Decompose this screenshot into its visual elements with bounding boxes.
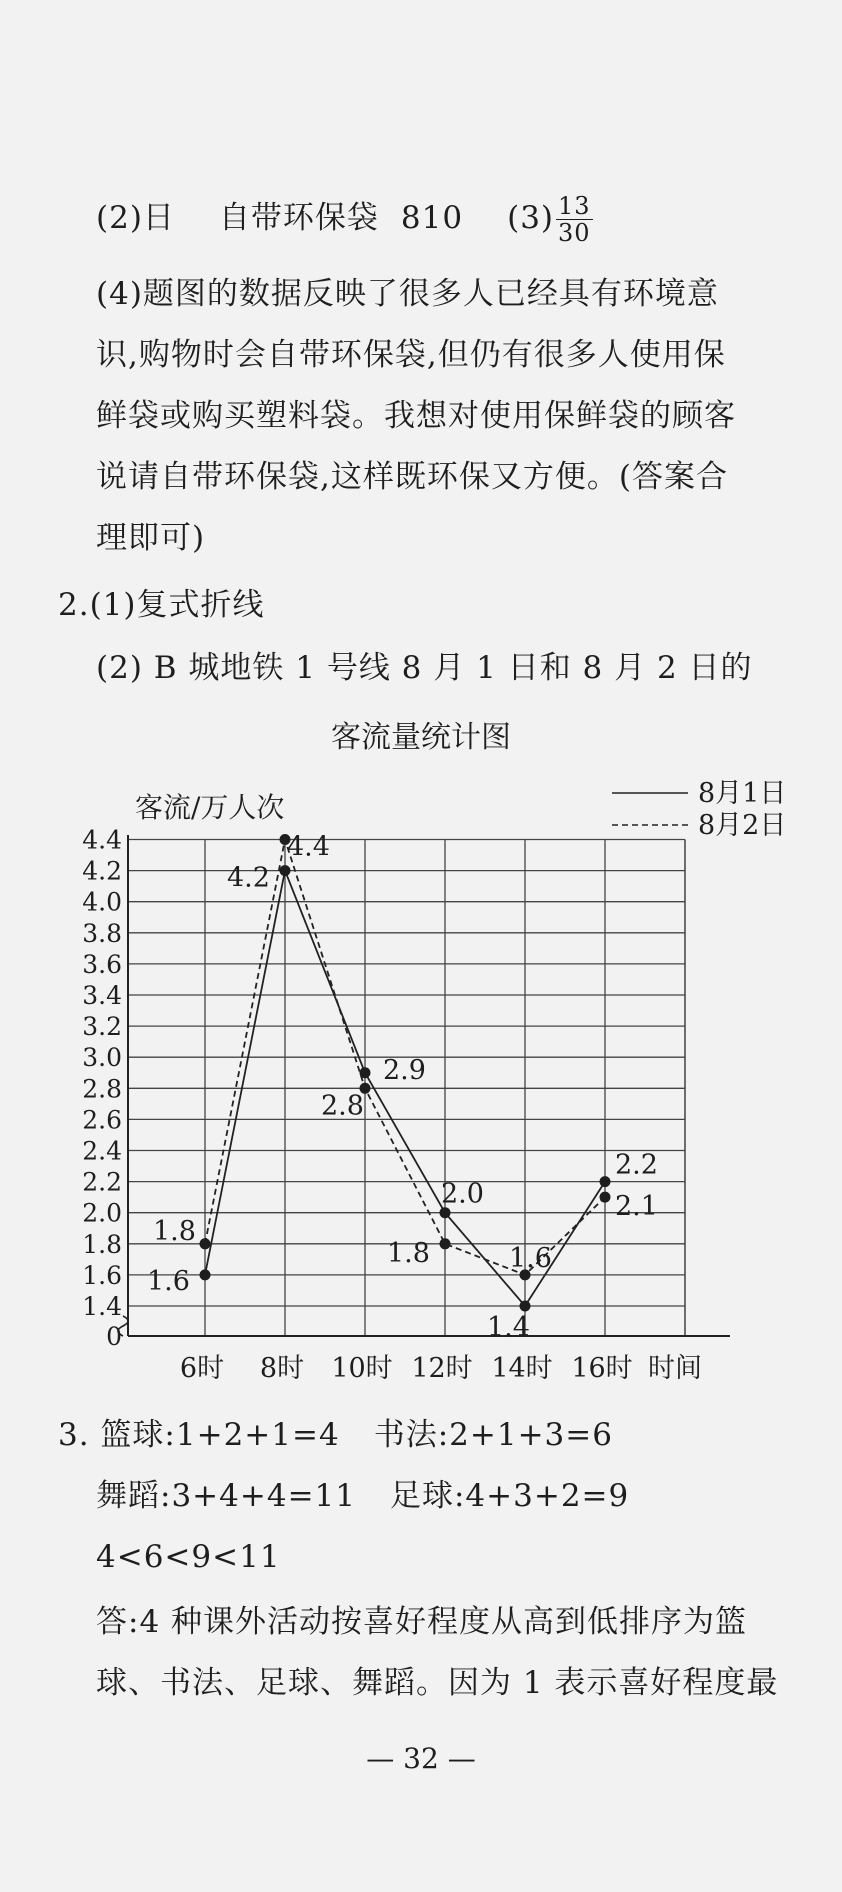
data-point: [200, 1269, 211, 1280]
page-number: — 32 —: [366, 1742, 476, 1775]
section3-line-3: 4<6<9<11: [96, 1539, 281, 1575]
y-tick-label: 4.0: [82, 887, 122, 917]
x-tick-label: 16时: [571, 1353, 633, 1384]
answer-line-part2: [96, 193, 593, 246]
data-label: 1.8: [153, 1215, 196, 1247]
section3-answer-line-2: 球、书法、足球、舞蹈。因为 1 表示喜好程度最: [96, 1665, 779, 1701]
y-tick-label: 2.8: [82, 1074, 122, 1104]
part2-label: (2)日: [96, 200, 175, 236]
x-tick-label: 10时: [331, 1353, 393, 1384]
data-point: [200, 1238, 211, 1249]
x-tick-label: 12时: [411, 1353, 473, 1384]
data-point: [600, 1176, 611, 1187]
legend-label-1: 8月1日: [698, 778, 787, 809]
data-label: 2.2: [615, 1149, 658, 1181]
data-label: 4.4: [287, 831, 330, 863]
y-tick-label: 3.2: [82, 1012, 122, 1042]
data-label: 1.6: [509, 1242, 552, 1274]
data-label: 2.9: [383, 1054, 426, 1086]
x-tick-label: 6时: [179, 1353, 225, 1384]
section3-line-1: [58, 1413, 613, 1457]
basketball-calc: 3. 篮球:1+2+1=4: [58, 1417, 340, 1453]
line-chart: [0, 765, 842, 1425]
data-label: 2.0: [441, 1178, 484, 1210]
part4-line-4: 说请自带环保袋,这样既环保又方便。(答案合: [96, 459, 728, 495]
data-label: 1.8: [387, 1237, 430, 1269]
y-tick-label: 2.0: [82, 1198, 122, 1228]
section2-line-1: 2.(1)复式折线: [58, 587, 265, 623]
part3-label: (3): [507, 200, 555, 236]
part4-line-1: (4)题图的数据反映了很多人已经具有环境意: [96, 276, 719, 312]
x-tick-label: 14时: [491, 1353, 553, 1384]
chart-y-label: 客流/万人次: [135, 791, 285, 824]
part4-line-2: 识,购物时会自带环保袋,但仍有很多人使用保: [96, 337, 726, 373]
section3-line-2: [96, 1474, 629, 1518]
part4-line-5: 理即可): [96, 520, 206, 556]
part2-value: 810: [400, 200, 464, 236]
y-tick-label: 3.8: [82, 918, 122, 948]
data-point: [520, 1301, 531, 1312]
data-label: 1.4: [487, 1312, 530, 1343]
data-label: 1.6: [147, 1265, 190, 1297]
fraction-denominator: 30: [558, 219, 591, 247]
data-label: 2.8: [321, 1090, 364, 1122]
fraction-numerator: 13: [558, 192, 591, 220]
legend-label-2: 8月2日: [698, 810, 787, 841]
chart-x-ticks: [180, 1353, 633, 1384]
section2-line-2: (2) B 城地铁 1 号线 8 月 1 日和 8 月 2 日的: [96, 650, 753, 686]
y-tick-label: 1.4: [82, 1292, 122, 1321]
y-tick-label: 4.4: [82, 825, 122, 855]
y-tick-label: 3.0: [82, 1043, 122, 1073]
part4-line-3: 鲜袋或购买塑料袋。我想对使用保鲜袋的顾客: [96, 398, 736, 434]
data-label: 2.1: [615, 1191, 658, 1223]
section3-answer-line-1: 答:4 种课外活动按喜好程度从高到低排序为篮: [96, 1604, 748, 1640]
y-tick-label: 4.2: [82, 856, 122, 886]
y-tick-label: 2.4: [82, 1136, 122, 1166]
data-label: 4.2: [227, 862, 270, 894]
data-point: [440, 1238, 451, 1249]
football-calc: 足球:4+3+2=9: [389, 1478, 630, 1514]
chart-y-ticks: [82, 826, 122, 1352]
y-tick-label: 2.2: [82, 1167, 122, 1197]
part2-item: 自带环保袋: [218, 200, 379, 236]
y-tick-label: 3.6: [82, 949, 122, 979]
chart-title: 客流量统计图: [331, 720, 511, 755]
calligraphy-calc: 书法:2+1+3=6: [373, 1417, 613, 1453]
chart-x-label: 时间: [648, 1353, 702, 1384]
chart-legend: [612, 778, 786, 841]
y-tick-label: 0: [106, 1322, 122, 1351]
y-tick-label: 3.4: [82, 981, 122, 1010]
y-tick-label: 1.8: [82, 1229, 122, 1259]
fraction: [556, 193, 593, 246]
dance-calc: 舞蹈:3+4+4=11: [96, 1478, 356, 1514]
chart-data-labels: [147, 832, 658, 1344]
x-tick-label: 8时: [259, 1353, 305, 1384]
y-tick-label: 2.6: [82, 1105, 122, 1135]
data-point: [600, 1192, 611, 1203]
data-point: [360, 1067, 371, 1078]
data-point: [280, 865, 291, 876]
y-tick-label: 1.6: [82, 1260, 122, 1290]
